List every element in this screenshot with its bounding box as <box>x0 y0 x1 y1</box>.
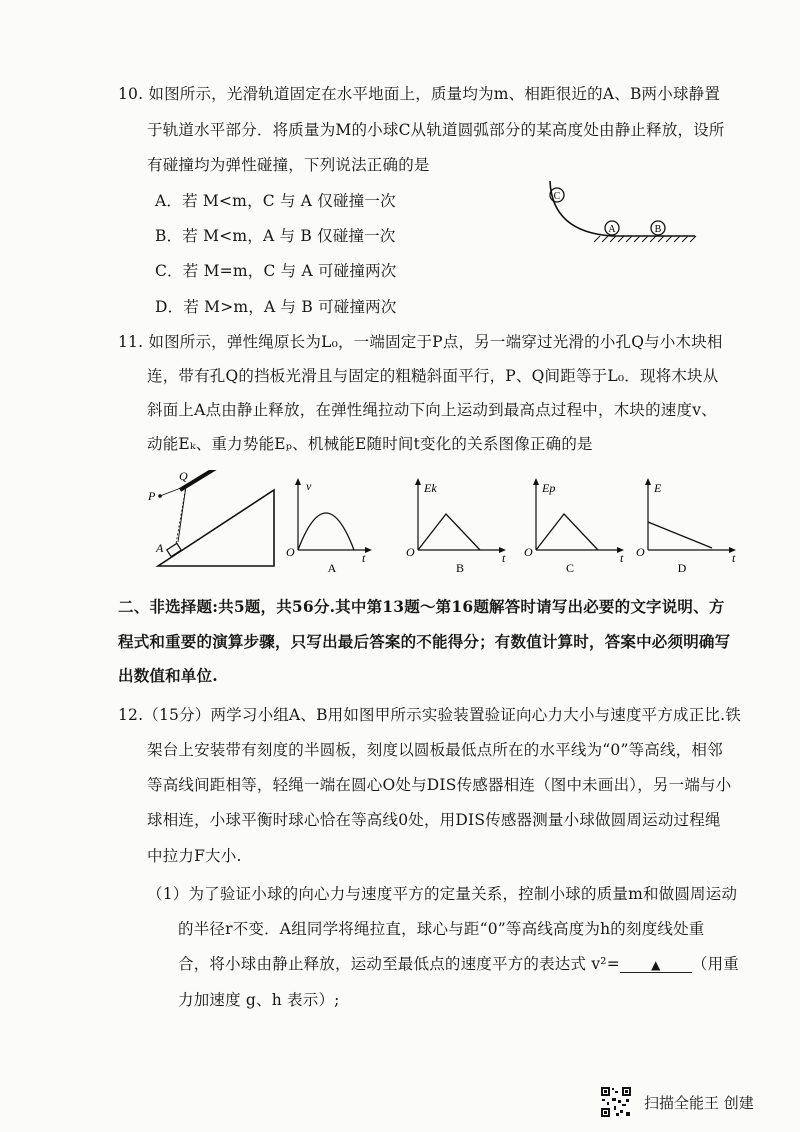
q12-sub1-line-2: 的半径r不变．A组同学将绳拉直，球心与距“0”等高线高度为h的刻度线处重 <box>178 920 705 938</box>
label-p: P <box>148 489 156 503</box>
q11-line-4: 动能Eₖ、重力势能Eₚ、机械能E随时间t变化的关系图像正确的是 <box>147 435 593 453</box>
q10-option-d: D．若 M>m，A 与 B 可碰撞两次 <box>155 298 397 316</box>
q11-graph-c <box>520 478 630 576</box>
graph-d-curve <box>648 522 712 548</box>
q11-graph-b <box>402 478 512 576</box>
q11-graph-a <box>282 478 372 576</box>
q12-sub1-line-3 <box>178 954 739 974</box>
label-q: Q <box>179 470 188 483</box>
q12-sub1-line-3-pre: 合，将小球由静止释放，运动至最低点的速度平方的表达式 v²= <box>178 955 620 973</box>
section2-line-2: 程式和重要的演算步骤，只写出最后答案的不能得分；有数值计算时，答案中必须明确写 <box>118 632 731 651</box>
qr-code-icon <box>600 1086 632 1118</box>
q10-line-1: 10. 如图所示，光滑轨道固定在水平地面上，质量均为m、相距很近的A、B两小球静置 <box>118 85 721 103</box>
q12-line-4: 球相连，小球平衡时球心恰在等高线0处，用DIS传感器测量小球做圆周运动过程绳 <box>147 811 721 829</box>
q10-option-b: B．若 M<m，A 与 B 仅碰撞一次 <box>155 227 396 245</box>
q10-track-figure <box>540 176 700 246</box>
ball-a-label: A <box>608 224 616 235</box>
graph-b-caption: B <box>455 561 465 575</box>
section2-line-3: 出数值和单位. <box>118 666 218 685</box>
graph-d-ylabel: E <box>654 481 662 495</box>
q10-option-c: C．若 M=m，C 与 A 可碰撞两次 <box>155 262 397 280</box>
graph-c-origin: O <box>524 545 533 559</box>
answer-blank: ▲ <box>620 958 692 973</box>
ball-c-label: C <box>553 191 561 202</box>
graph-b-xlabel: t <box>502 551 506 565</box>
section2-line-1: 二、非选择题:共5题，共56分.其中第13题～第16题解答时请写出必要的文字说明、方 <box>118 597 725 616</box>
graph-a-origin: O <box>286 545 295 559</box>
q11-incline-figure <box>140 470 290 570</box>
q12-line-2: 架台上安装带有刻度的半圆板，刻度以圆板最低点所在的水平线为“0”等高线，相邻 <box>147 741 723 759</box>
q11-line-2: 连，带有孔Q的挡板光滑且与固定的粗糙斜面平行，P、Q间距等于L₀．现将木块从 <box>147 367 719 385</box>
q12-line-5: 中拉力F大小. <box>147 847 242 865</box>
q10-line-3: 有碰撞均为弹性碰撞，下列说法正确的是 <box>147 156 430 174</box>
label-a: A <box>156 541 164 555</box>
q10-line-2: 于轨道水平部分．将质量为M的小球C从轨道圆弧部分的某高度处由静止释放，设所 <box>147 121 725 139</box>
graph-a-xlabel: t <box>362 551 366 565</box>
graph-c-xlabel: t <box>620 551 624 565</box>
graph-d-caption: D <box>677 561 687 575</box>
q10-option-a: A．若 M<m，C 与 A 仅碰撞一次 <box>155 192 396 210</box>
q12-line-1: 12.（15分）两学习小组A、B用如图甲所示实验装置验证向心力大小与速度平方成正比.铁 <box>118 706 741 724</box>
q11-graph-d <box>632 478 742 576</box>
graph-c-caption: C <box>565 561 575 575</box>
graph-c-ylabel: Ep <box>542 481 556 495</box>
graph-b-origin: O <box>406 545 415 559</box>
scanner-brand-text: 扫描全能王 创建 <box>644 1094 754 1112</box>
graph-b-ylabel: Ek <box>424 481 437 495</box>
graph-d-origin: O <box>636 545 645 559</box>
q12-sub1-line-1: （1）为了验证小球的向心力与速度平方的定量关系，控制小球的质量m和做圆周运动 <box>147 885 738 903</box>
graph-a-ylabel: v <box>306 479 312 493</box>
q12-sub1-line-3-post: （用重 <box>691 955 739 973</box>
q12-sub1-line-4: 力加速度 g、h 表示）; <box>178 991 340 1009</box>
wooden-block <box>167 543 181 556</box>
graph-d-xlabel: t <box>732 551 736 565</box>
graph-a-caption: A <box>327 561 337 575</box>
q11-line-1: 11. 如图所示，弹性绳原长为L₀，一端固定于P点，另一端穿过光滑的小孔Q与小木块相 <box>118 333 723 351</box>
graph-b-curve <box>418 514 480 550</box>
graph-a-curve <box>298 513 354 550</box>
q12-line-3: 等高线间距相等，轻绳一端在圆心O处与DIS传感器相连（图中未画出），另一端与小 <box>147 776 732 794</box>
ball-b-label: B <box>654 224 662 235</box>
graph-c-curve <box>536 514 598 550</box>
scanner-watermark <box>600 1086 790 1118</box>
q11-line-3: 斜面上A点由静止释放，在弹性绳拉动下向上运动到最高点过程中，木块的速度v、 <box>147 401 717 419</box>
